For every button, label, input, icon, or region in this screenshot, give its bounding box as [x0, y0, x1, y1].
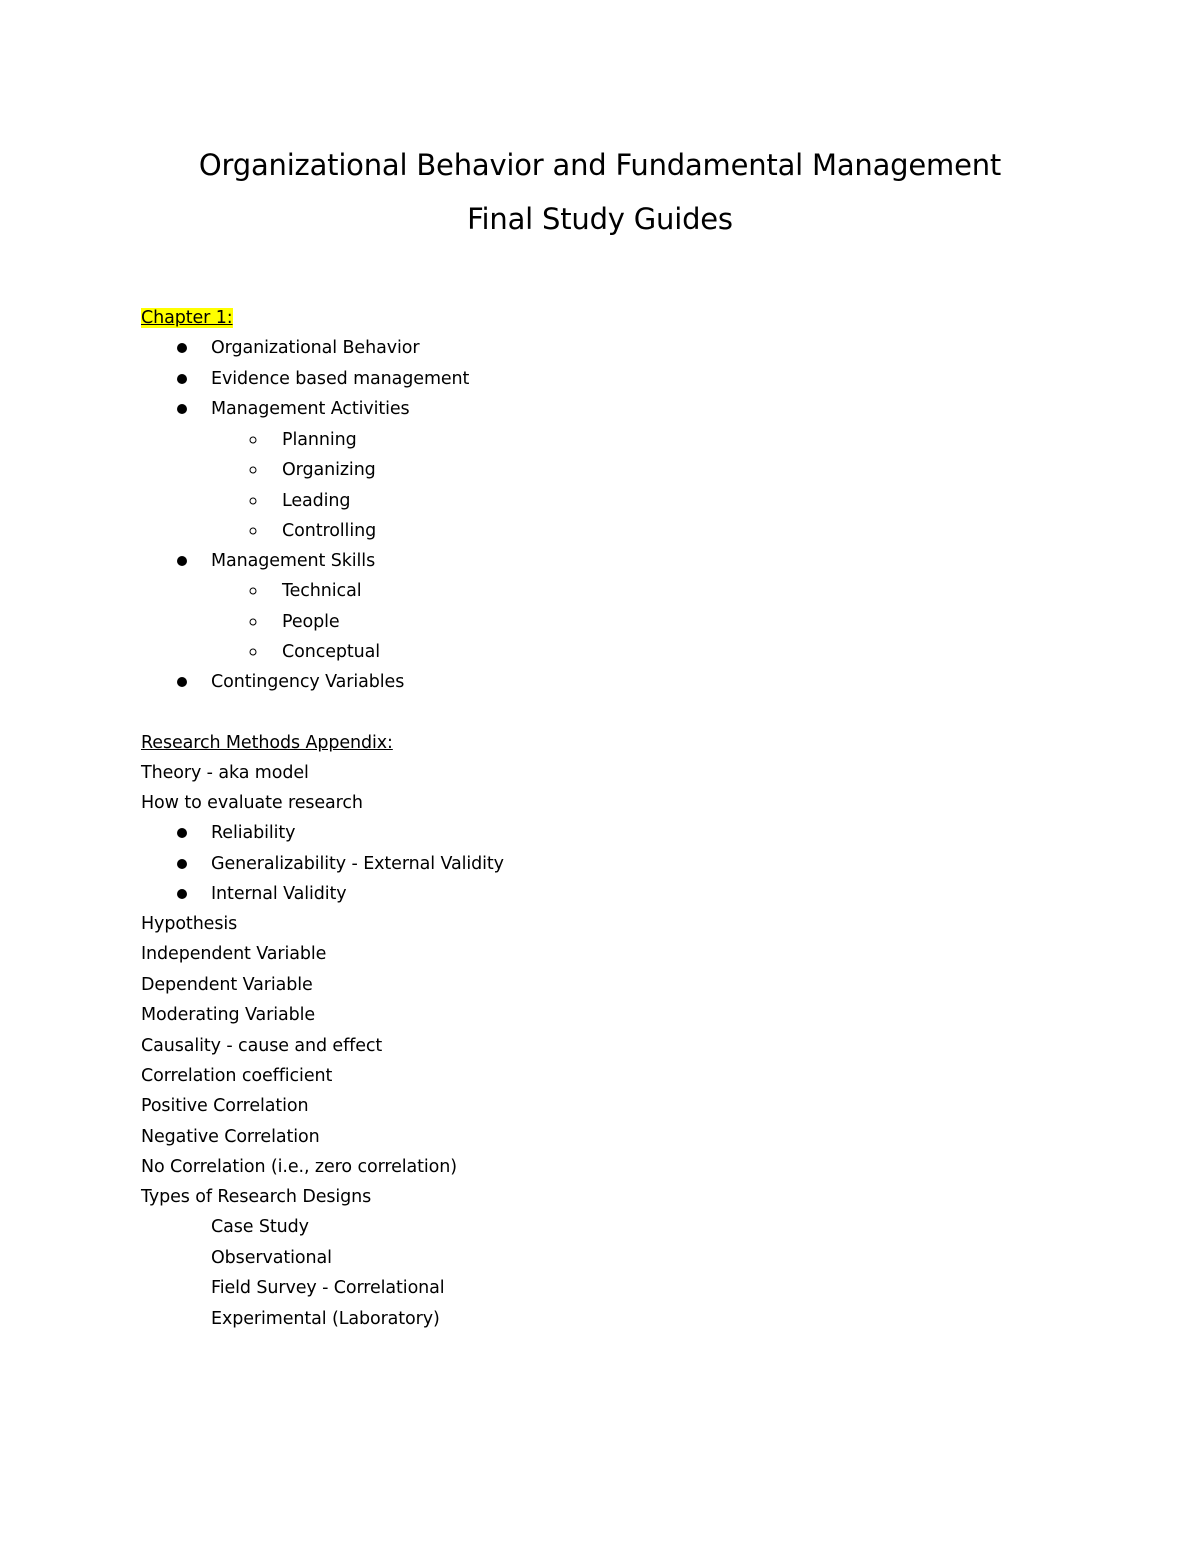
sub-list-item: Technical: [282, 581, 362, 601]
list-item: Evidence based management: [211, 369, 470, 389]
bullet-icon: [177, 556, 187, 566]
text-line: Moderating Variable: [141, 1005, 316, 1025]
chapter-1-heading: Chapter 1:: [141, 308, 233, 328]
hollow-bullet-icon: [250, 619, 257, 626]
text-line: Independent Variable: [141, 944, 327, 964]
text-line: Dependent Variable: [141, 975, 313, 995]
text-line: No Correlation (i.e., zero correlation): [141, 1157, 457, 1177]
document-title-line-1: Organizational Behavior and Fundamental Management: [198, 148, 1002, 182]
text-line: Correlation coefficient: [141, 1066, 333, 1086]
bullet-icon: [177, 677, 187, 687]
list-item: Contingency Variables: [211, 672, 405, 692]
text-line: Positive Correlation: [141, 1096, 309, 1116]
hollow-bullet-icon: [250, 588, 257, 595]
bullet-icon: [177, 404, 187, 414]
indented-line: Case Study: [211, 1217, 309, 1237]
bullet-icon: [177, 889, 187, 899]
text-line: Negative Correlation: [141, 1127, 320, 1147]
list-item: Generalizability - External Validity: [211, 854, 504, 874]
hollow-bullet-icon: [250, 649, 257, 656]
sub-list-item: Organizing: [282, 460, 376, 480]
list-item: Management Activities: [211, 399, 410, 419]
bullet-icon: [177, 828, 187, 838]
indented-line: Field Survey - Correlational: [211, 1278, 445, 1298]
hollow-bullet-icon: [250, 437, 257, 444]
document-title-line-2: Final Study Guides: [467, 202, 733, 236]
sub-list-item: Leading: [282, 491, 351, 511]
text-line: Hypothesis: [141, 914, 238, 934]
text-line: Causality - cause and effect: [141, 1036, 383, 1056]
text-line: How to evaluate research: [141, 793, 363, 813]
bullet-icon: [177, 859, 187, 869]
hollow-bullet-icon: [250, 498, 257, 505]
sub-list-item: Conceptual: [282, 642, 381, 662]
sub-list-item: Controlling: [282, 521, 377, 541]
hollow-bullet-icon: [250, 528, 257, 535]
text-line: Theory - aka model: [141, 763, 309, 783]
list-item: Internal Validity: [211, 884, 347, 904]
sub-list-item: Planning: [282, 430, 357, 450]
indented-line: Observational: [211, 1248, 332, 1268]
list-item: Reliability: [211, 823, 296, 843]
sub-list-item: People: [282, 612, 340, 632]
text-line: Types of Research Designs: [141, 1187, 372, 1207]
bullet-icon: [177, 343, 187, 353]
indented-line: Experimental (Laboratory): [211, 1309, 440, 1329]
hollow-bullet-icon: [250, 467, 257, 474]
list-item: Management Skills: [211, 551, 376, 571]
list-item: Organizational Behavior: [211, 338, 420, 358]
appendix-heading: Research Methods Appendix:: [141, 733, 393, 753]
bullet-icon: [177, 374, 187, 384]
